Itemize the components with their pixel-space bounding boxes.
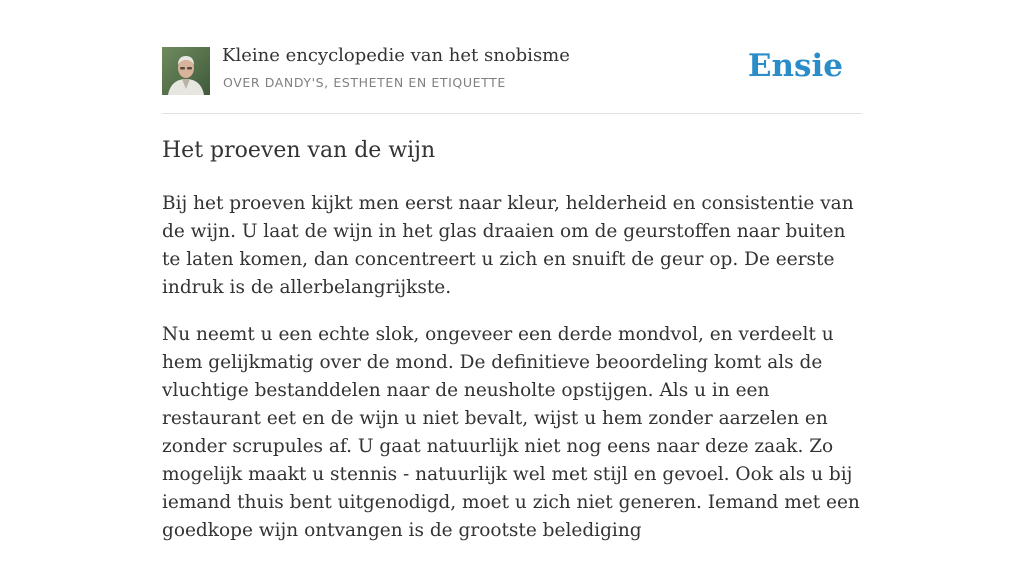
paragraph: Bij het proeven kijkt men eerst naar kleur, helderheid en consistentie van de wijn. U laat de wijn in het glas draaien om de geurstoffen naar buiten te laten komen, dan concentreert u zich en snuift de geur op. De eerste indruk is de allerbelangrijkste.: [162, 193, 854, 298]
content-column: [162, 0, 862, 541]
blog-header: [162, 0, 862, 114]
article-title: Het proeven van de wijn: [162, 138, 436, 163]
brand-logo[interactable]: Ensie: [747, 48, 843, 84]
blog-title[interactable]: Kleine encyclopedie van het snobisme: [222, 45, 570, 66]
article-body: [162, 190, 862, 564]
avatar[interactable]: [162, 47, 210, 95]
paragraph: Nu neemt u een echte slok, ongeveer een derde mondvol, en verdeelt u hem gelijkmatig over de mond. De definitieve beoordeling komt als de vluchtige bestanddelen naar de neusholte opstijgen. Als u in een restaurant eet en de wijn u niet bevalt, wijst u hem zonder aarzelen en zonder scrupules af. U gaat natuurlijk niet nog eens naar deze zaak. Zo mogelijk maakt u stennis - natuurlijk wel met stijl en gevoel. Ook als u bij iemand thuis bent uitgenodigd, moet u zich niet generen. Iemand met een goedkope wijn ontvangen is de grootste belediging: [162, 324, 860, 541]
author-portrait-icon: [162, 47, 210, 95]
blog-subtitle: OVER DANDY'S, ESTHETEN EN ETIQUETTE: [223, 75, 506, 90]
